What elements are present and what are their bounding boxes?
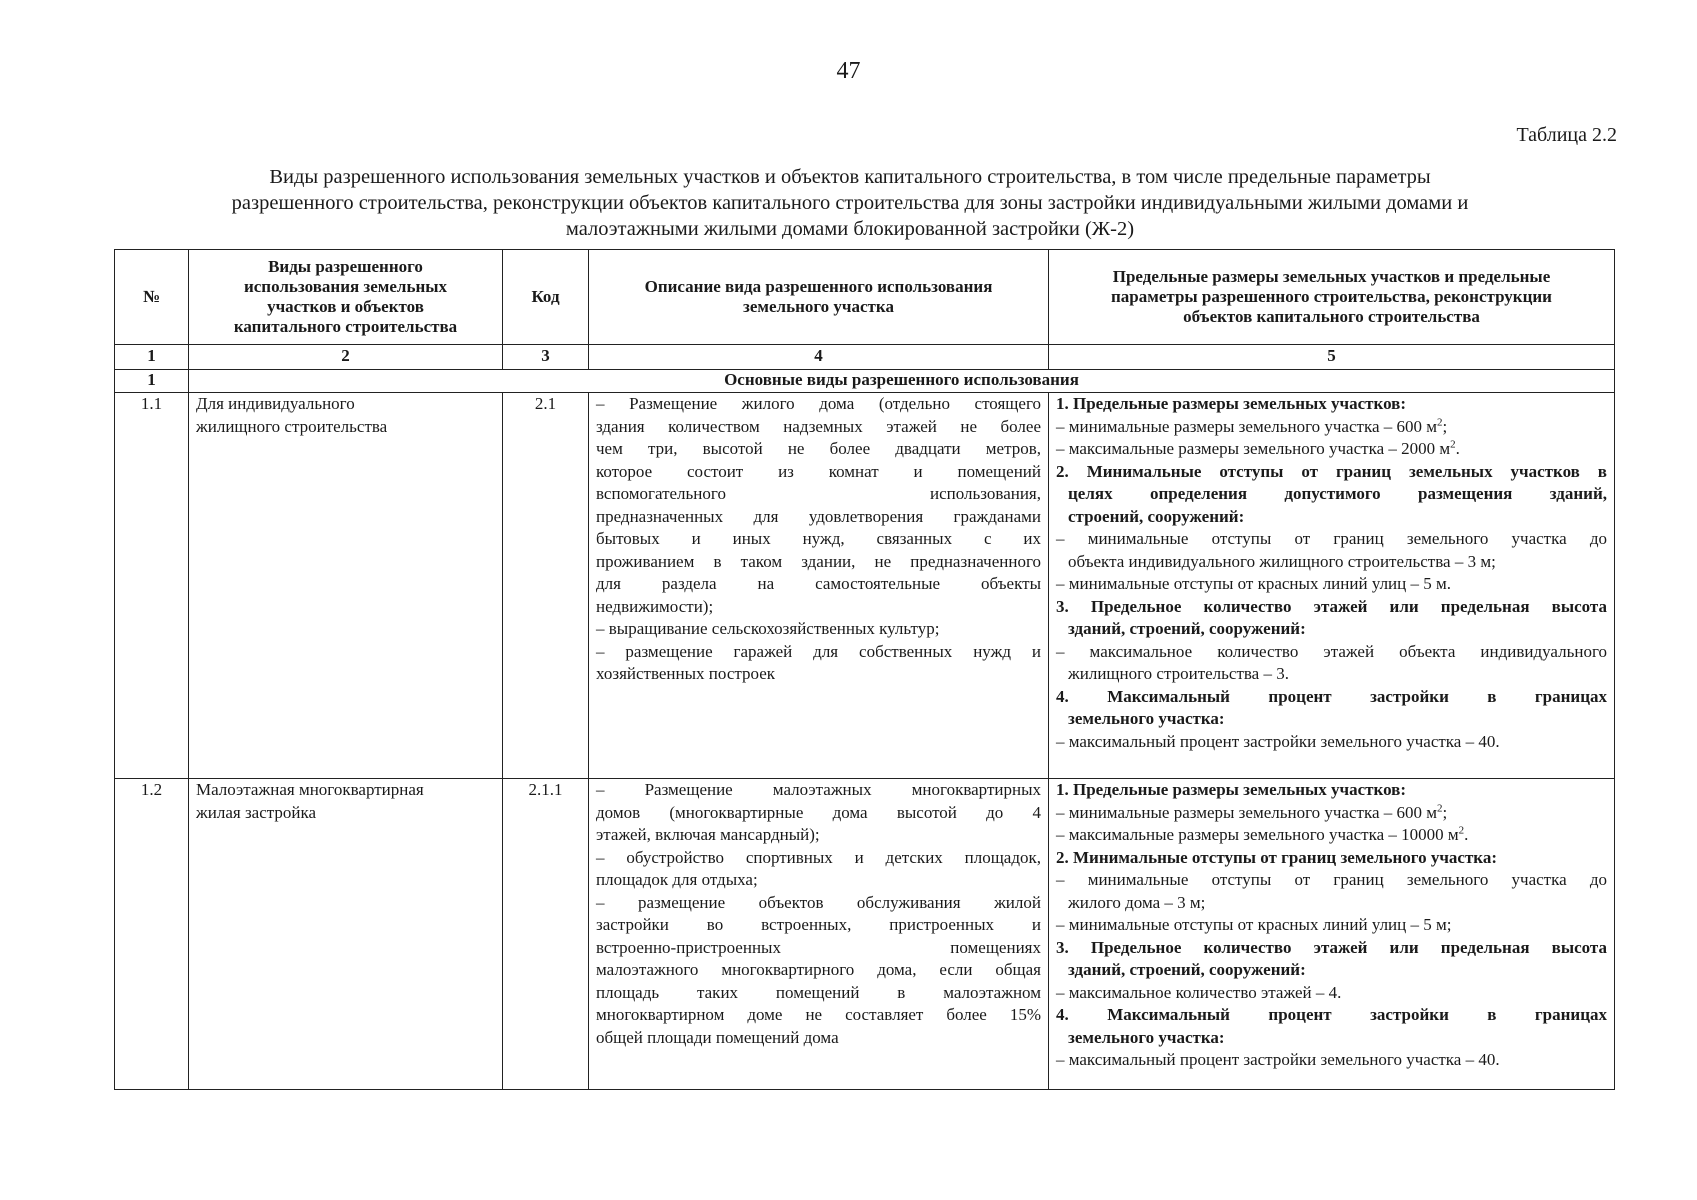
header-description: Описание вида разрешенного использования земельного участка: [589, 250, 1049, 345]
column-number: 2: [189, 345, 503, 370]
use-description: – Размещение малоэтажных многоквартирных домов (многоквартирные дома высотой до 4 этажей, включая мансардный); – обустройство спортивных и детских площадок, площадок для отдыха; – размещение объектов обслуживания жилой застройки во встроенных, пристроенных и встроенно-пристроенных помещениях малоэтажного многоквартирного дома, если общая площадь таких помещений в малоэтажном многоквартирном доме не составляет более 15% общей площади помещений дома: [589, 779, 1049, 1090]
use-code: 2.1: [503, 393, 589, 779]
page-number: 47: [836, 58, 861, 84]
table-row: [115, 393, 1615, 779]
row-number: 1.2: [115, 779, 189, 1090]
column-number: 5: [1049, 345, 1615, 370]
caption-line: малоэтажными жилыми домами блокированной застройки (Ж-2): [565, 218, 1135, 240]
header-code: Код: [503, 250, 589, 345]
column-number: 3: [503, 345, 589, 370]
section-row: [115, 370, 1615, 393]
table-row: [115, 779, 1615, 1090]
row-number: 1.1: [115, 393, 189, 779]
use-description: – Размещение жилого дома (отдельно стоящего здания количеством надземных этажей не более чем три, высотой не более двадцати метров, которое состоит из комнат и помещений вспомогательного использования, предназначенных для удовлетворения гражданами бытовых и иных нужд, связанных с их проживанием в таком здании, не предназначенного для раздела на самостоятельные объекты недвижимости); – выращивание сельскохозяйственных культур; – размещение гаражей для собственных нужд и хозяйственных построек: [589, 393, 1049, 779]
section-title: Основные виды разрешенного использования: [189, 370, 1615, 393]
column-number-row: [115, 345, 1615, 370]
use-type-name: Малоэтажная многоквартирная жилая застройка: [189, 779, 503, 1090]
land-use-table: [114, 249, 1615, 1090]
section-number: 1: [115, 370, 189, 393]
header-use-type: Виды разрешенного использования земельных участков и объектов капитального строительства: [189, 250, 503, 345]
column-number: 1: [115, 345, 189, 370]
column-number: 4: [589, 345, 1049, 370]
use-parameters: 1. Предельные размеры земельных участков: – минимальные размеры земельного участка – 600 $м^2$; – максимальные размеры земельного участка – 2000 $м^2$. 2. Минимальные отступы от границ земельных участков в целях определения допустимого размещения зданий, строений, сооружений: – минимальные отступы от границ земельного участка до объекта индивидуального жилищного строительства – 3 м; – минимальные отступы от красных линий улиц – 5 м. 3. Предельное количество этажей или предельная высота зданий, строений, сооружений: – максимальное количество этажей объекта индивидуального жилищного строительства – 3. 4. Максимальный процент застройки в границах земельного участка: – максимальный процент застройки земельного участка – 40.: [1049, 393, 1615, 779]
use-code: 2.1.1: [503, 779, 589, 1090]
table-caption: [120, 164, 1580, 242]
use-parameters: 1. Предельные размеры земельных участков: – минимальные размеры земельного участка – 600 $м^2$; – максимальные размеры земельного участка – 10000 $м^2$. 2. Минимальные отступы от границ земельного участка: – минимальные отступы от границ земельного участка до жилого дома – 3 м; – минимальные отступы от красных линий улиц – 5 м; 3. Предельное количество этажей или предельная высота зданий, строений, сооружений: – максимальное количество этажей – 4. 4. Максимальный процент застройки в границах земельного участка: – максимальный процент застройки земельного участка – 40.: [1049, 779, 1615, 1090]
table-header-row: [115, 250, 1615, 345]
caption-line: разрешенного строительства, реконструкции объектов капитального строительства для зоны застройки индивидуальными жилыми домами и: [231, 192, 1469, 214]
caption-line: Виды разрешенного использования земельных участков и объектов капитального строительства, в том числе предельные параметры: [269, 166, 1431, 188]
header-number: №: [115, 250, 189, 345]
table-reference: Таблица 2.2: [1516, 124, 1617, 146]
use-type-name: Для индивидуального жилищного строительства: [189, 393, 503, 779]
header-parameters: Предельные размеры земельных участков и предельные параметры разрешенного строительства, реконструкции объектов капитального строительства: [1049, 250, 1615, 345]
